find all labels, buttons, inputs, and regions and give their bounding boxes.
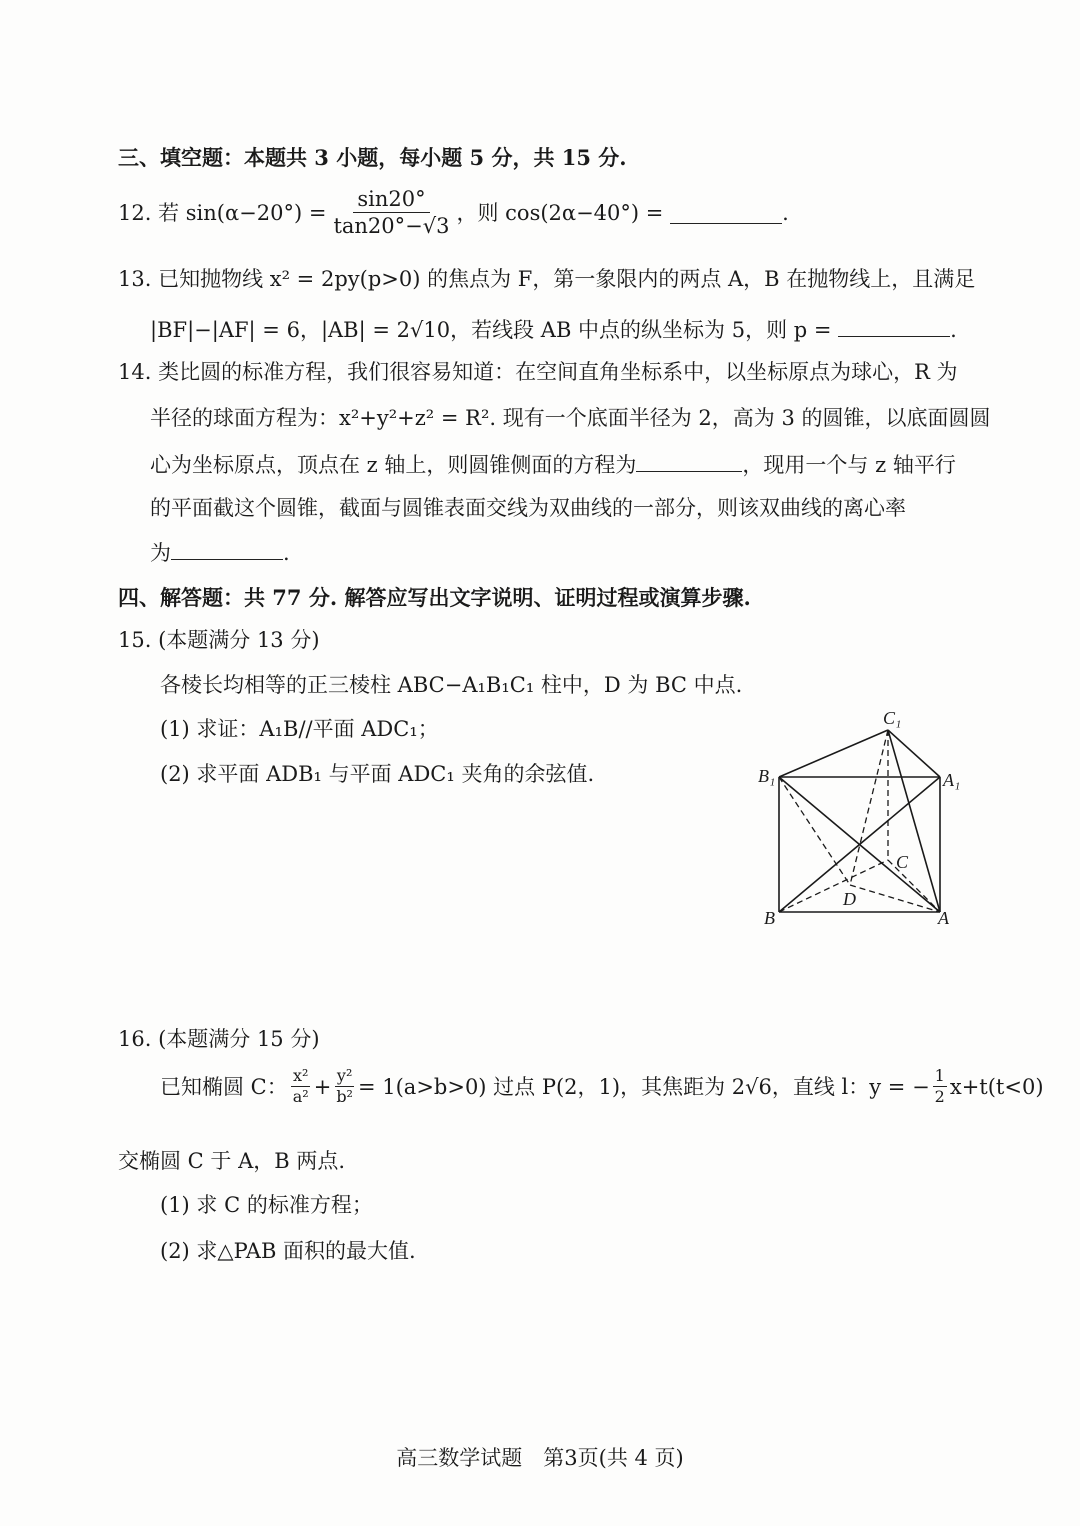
q15-part2: (2) 求平面 ADB₁ 与平面 ADC₁ 夹角的余弦值. xyxy=(160,762,595,786)
q14-answer-blank-2[interactable] xyxy=(171,537,283,560)
q15-part1: (1) 求证：A₁B//平面 ADC₁； xyxy=(160,717,439,741)
q13-line2-wrap: |BF|−|AF| = 6，|AB| = 2√10，若线段 AB 中点的纵坐标为 5，则 p = . xyxy=(150,314,957,345)
label-c1: C₁ xyxy=(883,708,902,728)
q15-heading: 15. (本题满分 13 分) xyxy=(118,628,320,652)
hidden-segment-c1-d xyxy=(850,730,888,885)
q12-fraction xyxy=(329,186,453,239)
edge-c1-a1 xyxy=(888,730,940,777)
page-footer: 高三数学试题 第3页(共 4 页) xyxy=(396,1446,684,1470)
hidden-edge-b-c xyxy=(779,860,888,912)
q14-line1: 14. 类比圆的标准方程，我们很容易知道：在空间直角坐标系中，以坐标原点为球心，R 为 xyxy=(118,360,958,384)
q13-line2: |BF|−|AF| = 6，|AB| = 2√10，若线段 AB 中点的纵坐标为 5，则 p = xyxy=(150,318,832,342)
q12-pre: 若 sin(α−20°) = xyxy=(158,200,327,225)
q12-frac-num: sin20° xyxy=(353,186,429,213)
section-4-heading: 四、解答题：共 77 分. 解答应写出文字说明、证明过程或演算步骤. xyxy=(118,585,751,610)
q16-frac-x: $\frac{\text{x²}}{\text{a²}}$ xyxy=(292,1066,309,1106)
q14-line3: 心为坐标原点，顶点在 z 轴上，则圆锥侧面的方程为 xyxy=(150,453,637,477)
label-d: D xyxy=(843,889,856,909)
edge-b1-c1 xyxy=(779,730,888,777)
prism-figure xyxy=(750,700,980,940)
q15-body: 各棱长均相等的正三棱柱 ABC−A₁B₁C₁ 柱中，D 为 BC 中点. xyxy=(160,673,743,697)
label-a: A xyxy=(938,908,949,928)
q13-answer-blank[interactable] xyxy=(838,314,950,337)
label-b1: B₁ xyxy=(758,766,776,786)
label-c: C xyxy=(896,852,909,872)
q16-line2: 交椭圆 C 于 A，B 两点. xyxy=(118,1149,346,1173)
q12-post: ，则 cos(2α−40°) = xyxy=(456,200,664,225)
q16-body-post: x+t(t<0) xyxy=(949,1074,1044,1099)
q14-line3b: ，现用一个与 z 轴平行 xyxy=(742,453,956,477)
label-b: B xyxy=(764,908,775,928)
q14-line5: 为 xyxy=(150,541,171,565)
hidden-segment-b1-d xyxy=(779,777,850,885)
q12-frac-den: tan20°−√3 xyxy=(333,214,450,238)
q14-line5-wrap: 为 . xyxy=(150,537,290,568)
q14-line3-wrap xyxy=(150,449,956,480)
label-a1: A₁ xyxy=(943,770,961,790)
q12-number: 12. xyxy=(118,200,152,225)
q16-frac-y: $\frac{\text{y²}}{\text{b²}}$ xyxy=(336,1066,353,1106)
q13-line1: 13. 已知抛物线 x² = 2py(p>0) 的焦点为 F，第一象限内的两点 A，B 在抛物线上，且满足 xyxy=(118,267,976,291)
q16-part2: (2) 求△PAB 面积的最大值. xyxy=(160,1239,416,1263)
section-3-heading: 三、填空题：本题共 3 小题，每小题 5 分，共 15 分. xyxy=(118,145,627,170)
q16-part1: (1) 求 C 的标准方程； xyxy=(160,1193,373,1217)
q14-line2: 半径的球面方程为：x²+y²+z² = R². 现有一个底面半径为 2，高为 3 的圆锥，以底面圆圆 xyxy=(150,406,991,430)
q16-body: 已知椭圆 C： $\frac{\text{x²}}{\text{a²}}$ + $\frac{\text{y²}}{\text{b²}}$ = 1(a>b>0) 过点 P(2，1)，其焦距为 2√6，直线 l：y = − $\frac{1}{2}$ x+t(t<0) xyxy=(160,1066,1044,1106)
question-12: 12. 若 sin(α−20°) = $\frac{\sin 20^\circ}{\tan 20^\circ-√3}$ ，则 cos(2α−40°) = . xyxy=(118,187,789,238)
q16-frac-half: $\frac{1}{2}$ xyxy=(934,1066,945,1106)
q12-answer-blank[interactable] xyxy=(670,201,782,224)
q14-line4: 的平面截这个圆锥，截面与圆锥表面交线为双曲线的一部分，则该双曲线的离心率 xyxy=(150,496,906,520)
segment-c1-a xyxy=(888,730,940,912)
q16-body-mid: = 1(a>b>0) 过点 P(2，1)，其焦距为 2√6，直线 l：y = − xyxy=(357,1074,930,1099)
q16-heading: 16. (本题满分 15 分) xyxy=(118,1027,320,1051)
q14-answer-blank-1[interactable] xyxy=(636,449,742,472)
q16-body-pre: 已知椭圆 C： xyxy=(160,1074,288,1099)
